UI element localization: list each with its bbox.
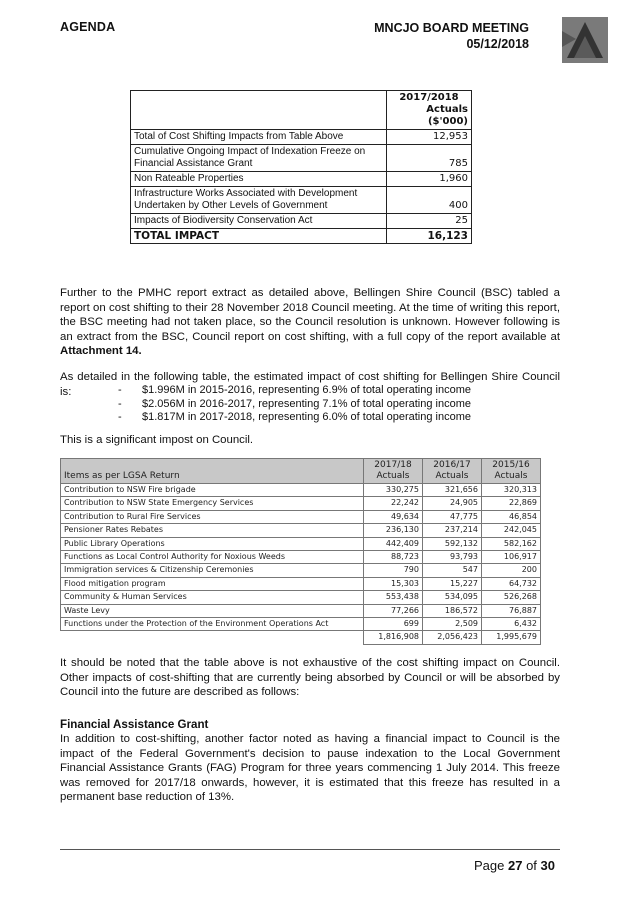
not-exhaustive-paragraph: It should be noted that the table above is not exhaustive of the cost shifting impact on Council. Other impacts of cost-shifting that are currently being absorbed by Council or will be absorbed by Council into the future are described as follows:: [60, 657, 560, 699]
lgsa-table-row: [61, 564, 541, 577]
lgsa-total-2017-18: 1,816,908: [364, 631, 423, 644]
lgsa-row-value: 790: [364, 564, 423, 577]
lgsa-row-value: 242,045: [482, 524, 541, 537]
lgsa-col-2017-18: 2017/18 Actuals: [364, 459, 423, 484]
header-meeting-date: 05/12/2018: [466, 37, 529, 51]
impact-table-total-row: [131, 229, 472, 244]
lgsa-row-label: Flood mitigation program: [61, 577, 364, 590]
impact-bullet-list: [118, 384, 471, 425]
impact-total-value: 16,123: [387, 229, 472, 244]
header-meeting: [374, 20, 529, 52]
lgsa-row-value: 442,409: [364, 537, 423, 550]
impact-row-label: Total of Cost Shifting Impacts from Table Above: [131, 130, 387, 145]
lgsa-row-value: 77,266: [364, 604, 423, 617]
lgsa-table-row: [61, 484, 541, 497]
header-meeting-title: MNCJO BOARD MEETING: [374, 21, 529, 35]
impact-row-value: 1,960: [387, 172, 472, 187]
lgsa-row-value: 76,887: [482, 604, 541, 617]
lgsa-row-value: 553,438: [364, 591, 423, 604]
lgsa-items-header: Items as per LGSA Return: [61, 459, 364, 484]
lgsa-row-value: 321,656: [423, 484, 482, 497]
lgsa-table-row: [61, 551, 541, 564]
impact-row-value: 25: [387, 214, 472, 229]
lgsa-row-value: 15,227: [423, 577, 482, 590]
lgsa-row-value: 582,162: [482, 537, 541, 550]
estimated-impact-intro: As detailed in the following table, the estimated impact of cost shifting for Bellingen Shire Council is:: [60, 371, 560, 398]
lgsa-table-row: [61, 510, 541, 523]
lgsa-row-label: Immigration services & Citizenship Ceremonies: [61, 564, 364, 577]
lgsa-row-value: 534,095: [423, 591, 482, 604]
lgsa-row-value: 237,214: [423, 524, 482, 537]
lgsa-row-value: 200: [482, 564, 541, 577]
lgsa-return-table: [60, 458, 541, 645]
lgsa-row-label: Functions as Local Control Authority for Noxious Weeds: [61, 551, 364, 564]
lgsa-table-row: [61, 524, 541, 537]
impact-table-row: [131, 214, 472, 229]
bsc-report-paragraph: Further to the PMHC report extract as detailed above, Bellingen Shire Council (BSC) tabled a report on cost shifting to their 28 November 2018 Council meeting. At the time of writing this report, the BSC meeting had not taken place, so the Council resolution is unknown. However following is an extract from the BSC, Council report on cost shifting, with a full copy of the report available at Attachment 14.: [60, 287, 560, 358]
lgsa-row-value: 526,268: [482, 591, 541, 604]
section-heading: Financial Assistance Grant: [60, 718, 209, 731]
impact-bullet-item: - $1.817M in 2017-2018, representing 6.0% of total operating income: [118, 411, 471, 425]
lgsa-row-label: Community & Human Services: [61, 591, 364, 604]
impact-row-value: 12,953: [387, 130, 472, 145]
impost-statement: This is a significant impost on Council.: [60, 434, 254, 446]
impact-row-value: 400: [387, 187, 472, 214]
lgsa-row-label: Waste Levy: [61, 604, 364, 617]
lgsa-col-2016-17: 2016/17 Actuals: [423, 459, 482, 484]
lgsa-row-value: 46,854: [482, 510, 541, 523]
attachment-reference: Attachment 14.: [60, 345, 142, 358]
impact-table-header: [131, 91, 472, 130]
lgsa-row-value: 330,275: [364, 484, 423, 497]
impact-total-label: TOTAL IMPACT: [131, 229, 387, 244]
lgsa-row-value: 93,793: [423, 551, 482, 564]
lgsa-row-value: 236,130: [364, 524, 423, 537]
lgsa-col-2015-16: 2015/16 Actuals: [482, 459, 541, 484]
lgsa-row-value: 547: [423, 564, 482, 577]
impact-table-row: [131, 145, 472, 172]
lgsa-row-label: Public Library Operations: [61, 537, 364, 550]
page-number: Page 27 of 30: [474, 858, 555, 873]
lgsa-row-value: 88,723: [364, 551, 423, 564]
footer-divider: [60, 849, 560, 850]
impact-row-label: Non Rateable Properties: [131, 172, 387, 187]
lgsa-row-value: 47,775: [423, 510, 482, 523]
lgsa-row-value: 699: [364, 618, 423, 631]
impact-table-row: [131, 130, 472, 145]
lgsa-row-value: 22,242: [364, 497, 423, 510]
impact-row-label: Impacts of Biodiversity Conservation Act: [131, 214, 387, 229]
lgsa-row-value: 24,905: [423, 497, 482, 510]
lgsa-table-total-row: [61, 631, 541, 644]
lgsa-table-row: [61, 604, 541, 617]
lgsa-total-2015-16: 1,995,679: [482, 631, 541, 644]
impact-bullet-item: - $2.056M in 2016-2017, representing 7.1% of total operating income: [118, 398, 471, 412]
impact-table-column-header: 2017/2018 Actuals ($'000): [387, 91, 472, 130]
impact-row-label: Infrastructure Works Associated with Development Undertaken by Other Levels of Government: [131, 187, 387, 214]
lgsa-row-value: 186,572: [423, 604, 482, 617]
lgsa-row-label: Contribution to NSW State Emergency Services: [61, 497, 364, 510]
lgsa-table-row: [61, 537, 541, 550]
lgsa-table-row: [61, 591, 541, 604]
lgsa-total-2016-17: 2,056,423: [423, 631, 482, 644]
lgsa-table-row: [61, 577, 541, 590]
impact-table-row: [131, 172, 472, 187]
fag-paragraph: In addition to cost-shifting, another factor noted as having a financial impact to Council is the impact of the Federal Government's decision to pause indexation to the Local Government Financial Assistance Grants (FAG) Program for three years commencing 1 July 2014. This freeze was removed for 2017/18 onwards, however, it is estimated that this freeze has resulted in a permanent base reduction of 13%.: [60, 733, 560, 804]
lgsa-row-value: 22,869: [482, 497, 541, 510]
lgsa-row-value: 320,313: [482, 484, 541, 497]
lgsa-row-value: 106,917: [482, 551, 541, 564]
impact-summary-table: [130, 90, 472, 244]
lgsa-row-value: 2,509: [423, 618, 482, 631]
impact-bullet-item: - $1.996M in 2015-2016, representing 6.9% of total operating income: [118, 384, 471, 398]
lgsa-table-row: [61, 618, 541, 631]
impact-table-row: [131, 187, 472, 214]
lgsa-row-label: Contribution to NSW Fire brigade: [61, 484, 364, 497]
lgsa-row-value: 592,132: [423, 537, 482, 550]
organisation-logo-icon: [562, 17, 608, 63]
lgsa-row-label: Functions under the Protection of the Environment Operations Act: [61, 618, 364, 631]
lgsa-row-label: Pensioner Rates Rebates: [61, 524, 364, 537]
lgsa-row-value: 49,634: [364, 510, 423, 523]
lgsa-table-header: [61, 459, 541, 484]
lgsa-row-label: Contribution to Rural Fire Services: [61, 510, 364, 523]
lgsa-table-row: [61, 497, 541, 510]
impact-row-value: 785: [387, 145, 472, 172]
lgsa-row-value: 64,732: [482, 577, 541, 590]
lgsa-row-value: 15,303: [364, 577, 423, 590]
impact-row-label: Cumulative Ongoing Impact of Indexation Freeze on Financial Assistance Grant: [131, 145, 387, 172]
lgsa-row-value: 6,432: [482, 618, 541, 631]
header-agenda: AGENDA: [60, 20, 116, 34]
